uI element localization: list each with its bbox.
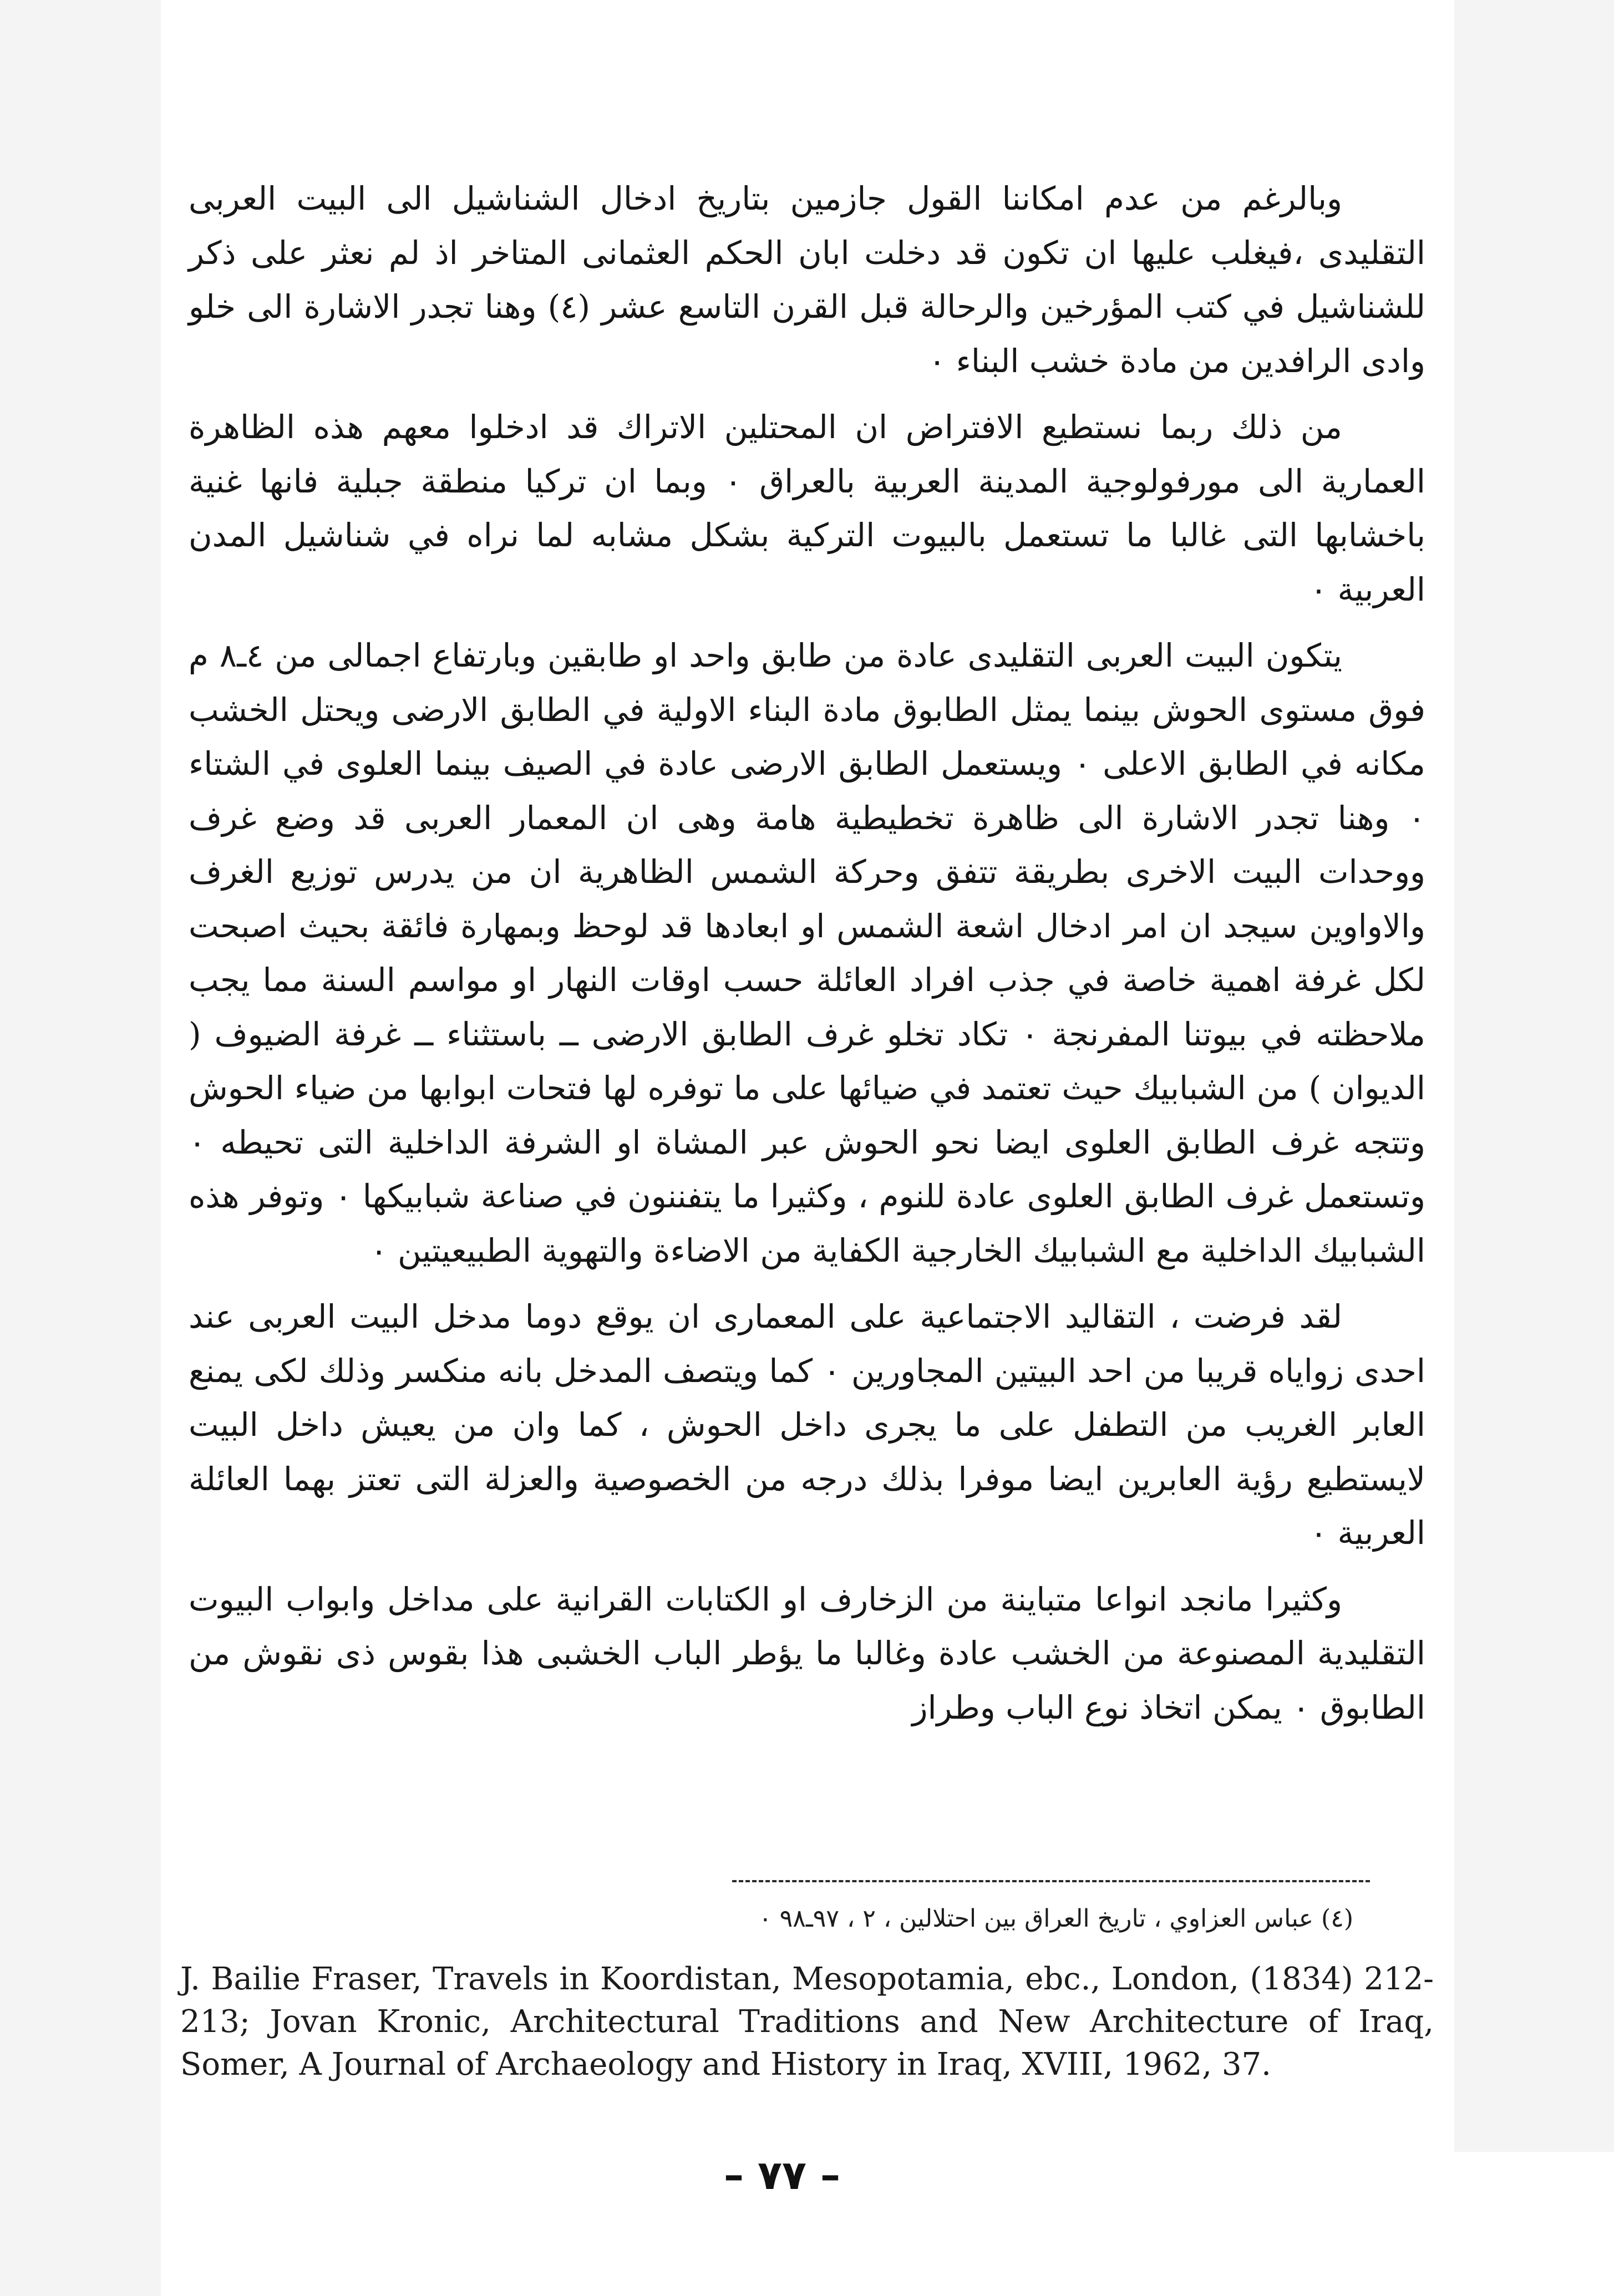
right-margin — [1454, 0, 1614, 2152]
footnote-english: J. Bailie Fraser, Travels in Koordistan, Mesopotamia, ebc., London, (1834) 212-213; Jovan Kronic, Architectural Traditions and New Architecture of Iraq, Somer, A Journal of Archaeology and History in Iraq, XVIII, 1962, 37. — [180, 1961, 1434, 2082]
paragraph-2: من ذلك ربما نستطيع الافتراض ان المحتلين الاتراك قد ادخلوا معهم هذه الظاهرة العمارية الى مورفولوجية المدينة العربية بالعراق ٠ وبما ان تركيا منطقة جبلية فانها غنية باخشابها التى غالبا ما تستعمل بالبيوت التركية بشكل مشابه لما نراه في شناشيل المدن العربية ٠ — [189, 408, 1425, 608]
paragraph-1: وبالرغم من عدم امكاننا القول جازمين بتاريخ ادخال الشناشيل الى البيت العربى التقليدى ،فيغلب عليها ان تكون قد دخلت ابان الحكم العثمانى المتاخر اذ لم نعثر على ذكر للشناشيل في كتب المؤرخين والرحالة قبل القرن التاسع عشر (٤) وهنا تجدر الاشارة الى خلو وادى الرافدين من مادة خشب البناء ٠ — [189, 180, 1426, 380]
left-margin — [0, 0, 161, 2296]
paragraph-4: لقد فرضت ، التقاليد الاجتماعية على المعمارى ان يوقع دوما مدخل البيت العربى عند احدى زواياه قريبا من احد البيتين المجاورين ٠ كما ويتصف المدخل بانه منكسر وذلك لكى يمنع العابر الغريب من التطفل على ما يجرى داخل الحوش ، كما وان من يعيش داخل البيت لايستطيع رؤية العابرين ايضا موفرا بذلك درجه من الخصوصية والعزلة التى تعتز بهما العائلة العربية ٠ — [189, 1298, 1426, 1552]
body-text — [189, 172, 1425, 1747]
page-number: – ٧٧ – — [723, 2152, 841, 2198]
footnote-arabic: (٤) عباس العزاوي ، تاريخ العراق بين احتلالين ، ٢ ، ٩٧ـ٩٨ ٠ — [758, 1904, 1353, 1933]
paragraph-5: وكثيرا مانجد انواعا متباينة من الزخارف او الكتابات القرانية على مداخل وابواب البيوت التقليدية المصنوعة من الخشب عادة وغالبا ما يؤطر الباب الخشبى هذا بقوس ذى نقوش من الطابوق ٠ يمكن اتخاذ نوع الباب وطراز — [189, 1580, 1425, 1726]
document-page — [161, 0, 1454, 2296]
paragraph-3: يتكون البيت العربى التقليدى عادة من طابق واحد او طابقين وبارتفاع اجمالى من ٤ـ٨ م فوق مستوى الحوش بينما يمثل الطابوق مادة البناء الاولية في الطابق الارضى ويحتل الخشب مكانه في الطابق الاعلى ٠ ويستعمل الطابق الارضى عادة في الصيف بينما العلوى في الشتاء ٠ وهنا تجدر الاشارة الى ظاهرة تخطيطية هامة وهى ان المعمار العربى قد وضع غرف ووحدات البيت الاخرى بطريقة تتفق وحركة الشمس الظاهرية ان من يدرس توزيع الغرف والاواوين سيجد ان امر ادخال اشعة الشمس او ابعادها قد لوحظ وبمهارة فائقة بحيث اصبحت لكل غرفة اهمية خاصة في جذب افراد العائلة حسب اوقات النهار او مواسم السنة مما يجب ملاحظته في بيوتنا المفرنجة ٠ تكاد تخلو غرف الطابق الارضى ــ باستثناء ــ غرفة الضيوف ( الديوان ) من الشبابيك حيث تعتمد في ضيائها على ما توفره لها فتحات ابوابها من ضياء الحوش وتتجه غرف الطابق العلوى ايضا نحو الحوش عبر المشاة او الشرفة الداخلية التى تحيطه ٠ وتستعمل غرف الطابق العلوى عادة للنوم ، وكثيرا ما يتفننون في صناعة شبابيكها ٠ وتوفر هذه الشبابيك الداخلية مع الشبابيك الخارجية الكفاية من الاضاءة والتهوية الطبيعيتين ٠ — [189, 637, 1426, 1269]
footnote-divider — [732, 1880, 1370, 1882]
